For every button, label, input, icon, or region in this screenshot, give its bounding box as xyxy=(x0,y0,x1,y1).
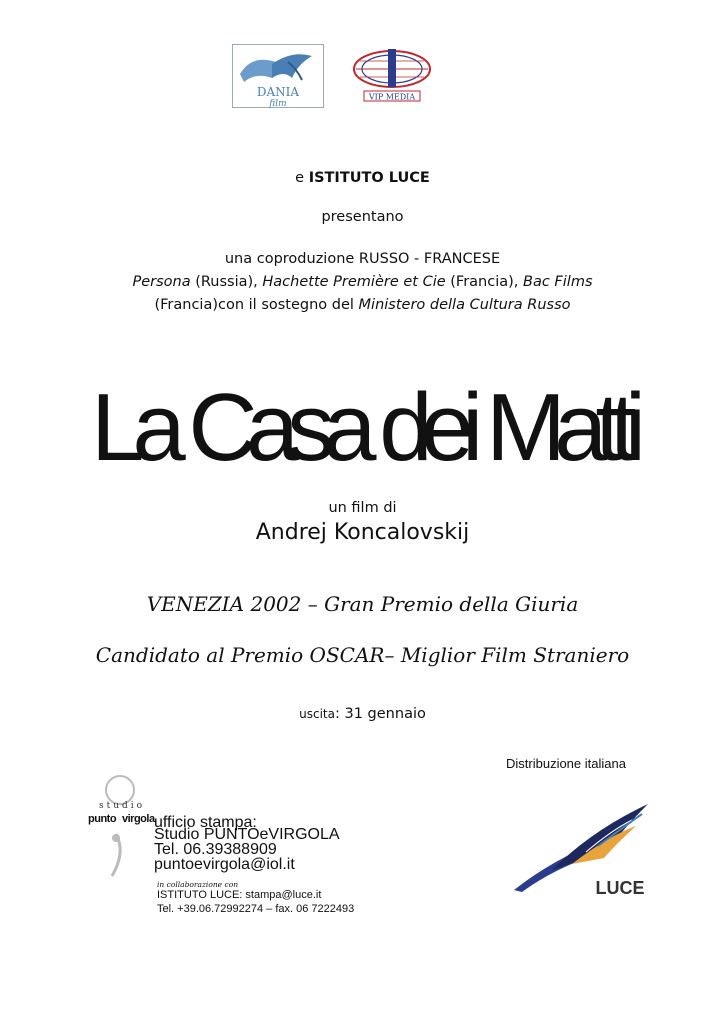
prefix-e: e xyxy=(295,170,305,186)
producer-hachette: Hachette Première et Cie xyxy=(262,274,446,290)
producers-line xyxy=(0,272,725,292)
film-title: La Casa dei Matti xyxy=(90,374,635,481)
director-name: Andrej Koncalovskij xyxy=(255,520,470,545)
collab-label: in collaborazione con xyxy=(157,880,239,889)
release-label: uscita xyxy=(299,707,335,721)
luce-press-line1: ISTITUTO LUCE: stampa@luce.it xyxy=(157,889,322,901)
luce-logo xyxy=(512,800,662,900)
luce-text: LUCE xyxy=(595,878,645,898)
istituto-luce: ISTITUTO LUCE xyxy=(308,170,430,186)
ministero: Ministero della Cultura Russo xyxy=(358,297,571,313)
press-label: ufficio stampa: xyxy=(154,814,257,831)
press-studio-name: Studio PUNTOeVIRGOLA xyxy=(154,826,340,843)
vip-media-logo xyxy=(350,47,434,102)
vip-media-text: VIP MEDIA xyxy=(368,92,416,102)
producer-persona: Persona xyxy=(132,274,191,290)
istituto-line xyxy=(0,168,725,188)
dania-film-logo xyxy=(232,44,324,108)
studio-text: studio xyxy=(98,801,146,811)
studio-puntoevirgola-logo xyxy=(86,772,156,882)
release-date: 31 gennaio xyxy=(344,706,426,722)
bac-country-support: (Francia)con il sostegno del xyxy=(154,297,359,313)
press-email: puntoevirgola@iol.it xyxy=(154,856,295,873)
producer-bac-films: Bac Films xyxy=(523,274,593,290)
producer-persona-country: (Russia), xyxy=(190,274,263,290)
punto-text: punto xyxy=(88,813,117,825)
support-line xyxy=(0,295,725,315)
producer-hachette-country: (Francia), xyxy=(445,274,524,290)
film-by: un film di xyxy=(328,500,397,516)
press-tel: Tel. 06.39388909 xyxy=(154,841,277,858)
luce-press-line2: Tel. +39.06.72992274 – fax. 06 7222493 xyxy=(157,903,355,915)
dania-text: DANIA xyxy=(256,85,300,99)
release-line xyxy=(0,706,725,722)
virgola-text: virgola xyxy=(122,813,155,825)
presentano: presentano xyxy=(321,209,404,225)
oscar-nomination: Candidato al Premio OSCAR– Miglior Film Straniero xyxy=(95,643,630,667)
release-colon: : xyxy=(335,706,340,722)
coproduzione: una coproduzione RUSSO - FRANCESE xyxy=(224,251,501,267)
film-text: film xyxy=(269,99,287,108)
venezia-award: VENEZIA 2002 – Gran Premio della Giuria xyxy=(146,592,579,616)
distribution-label: Distribuzione italiana xyxy=(506,756,626,771)
